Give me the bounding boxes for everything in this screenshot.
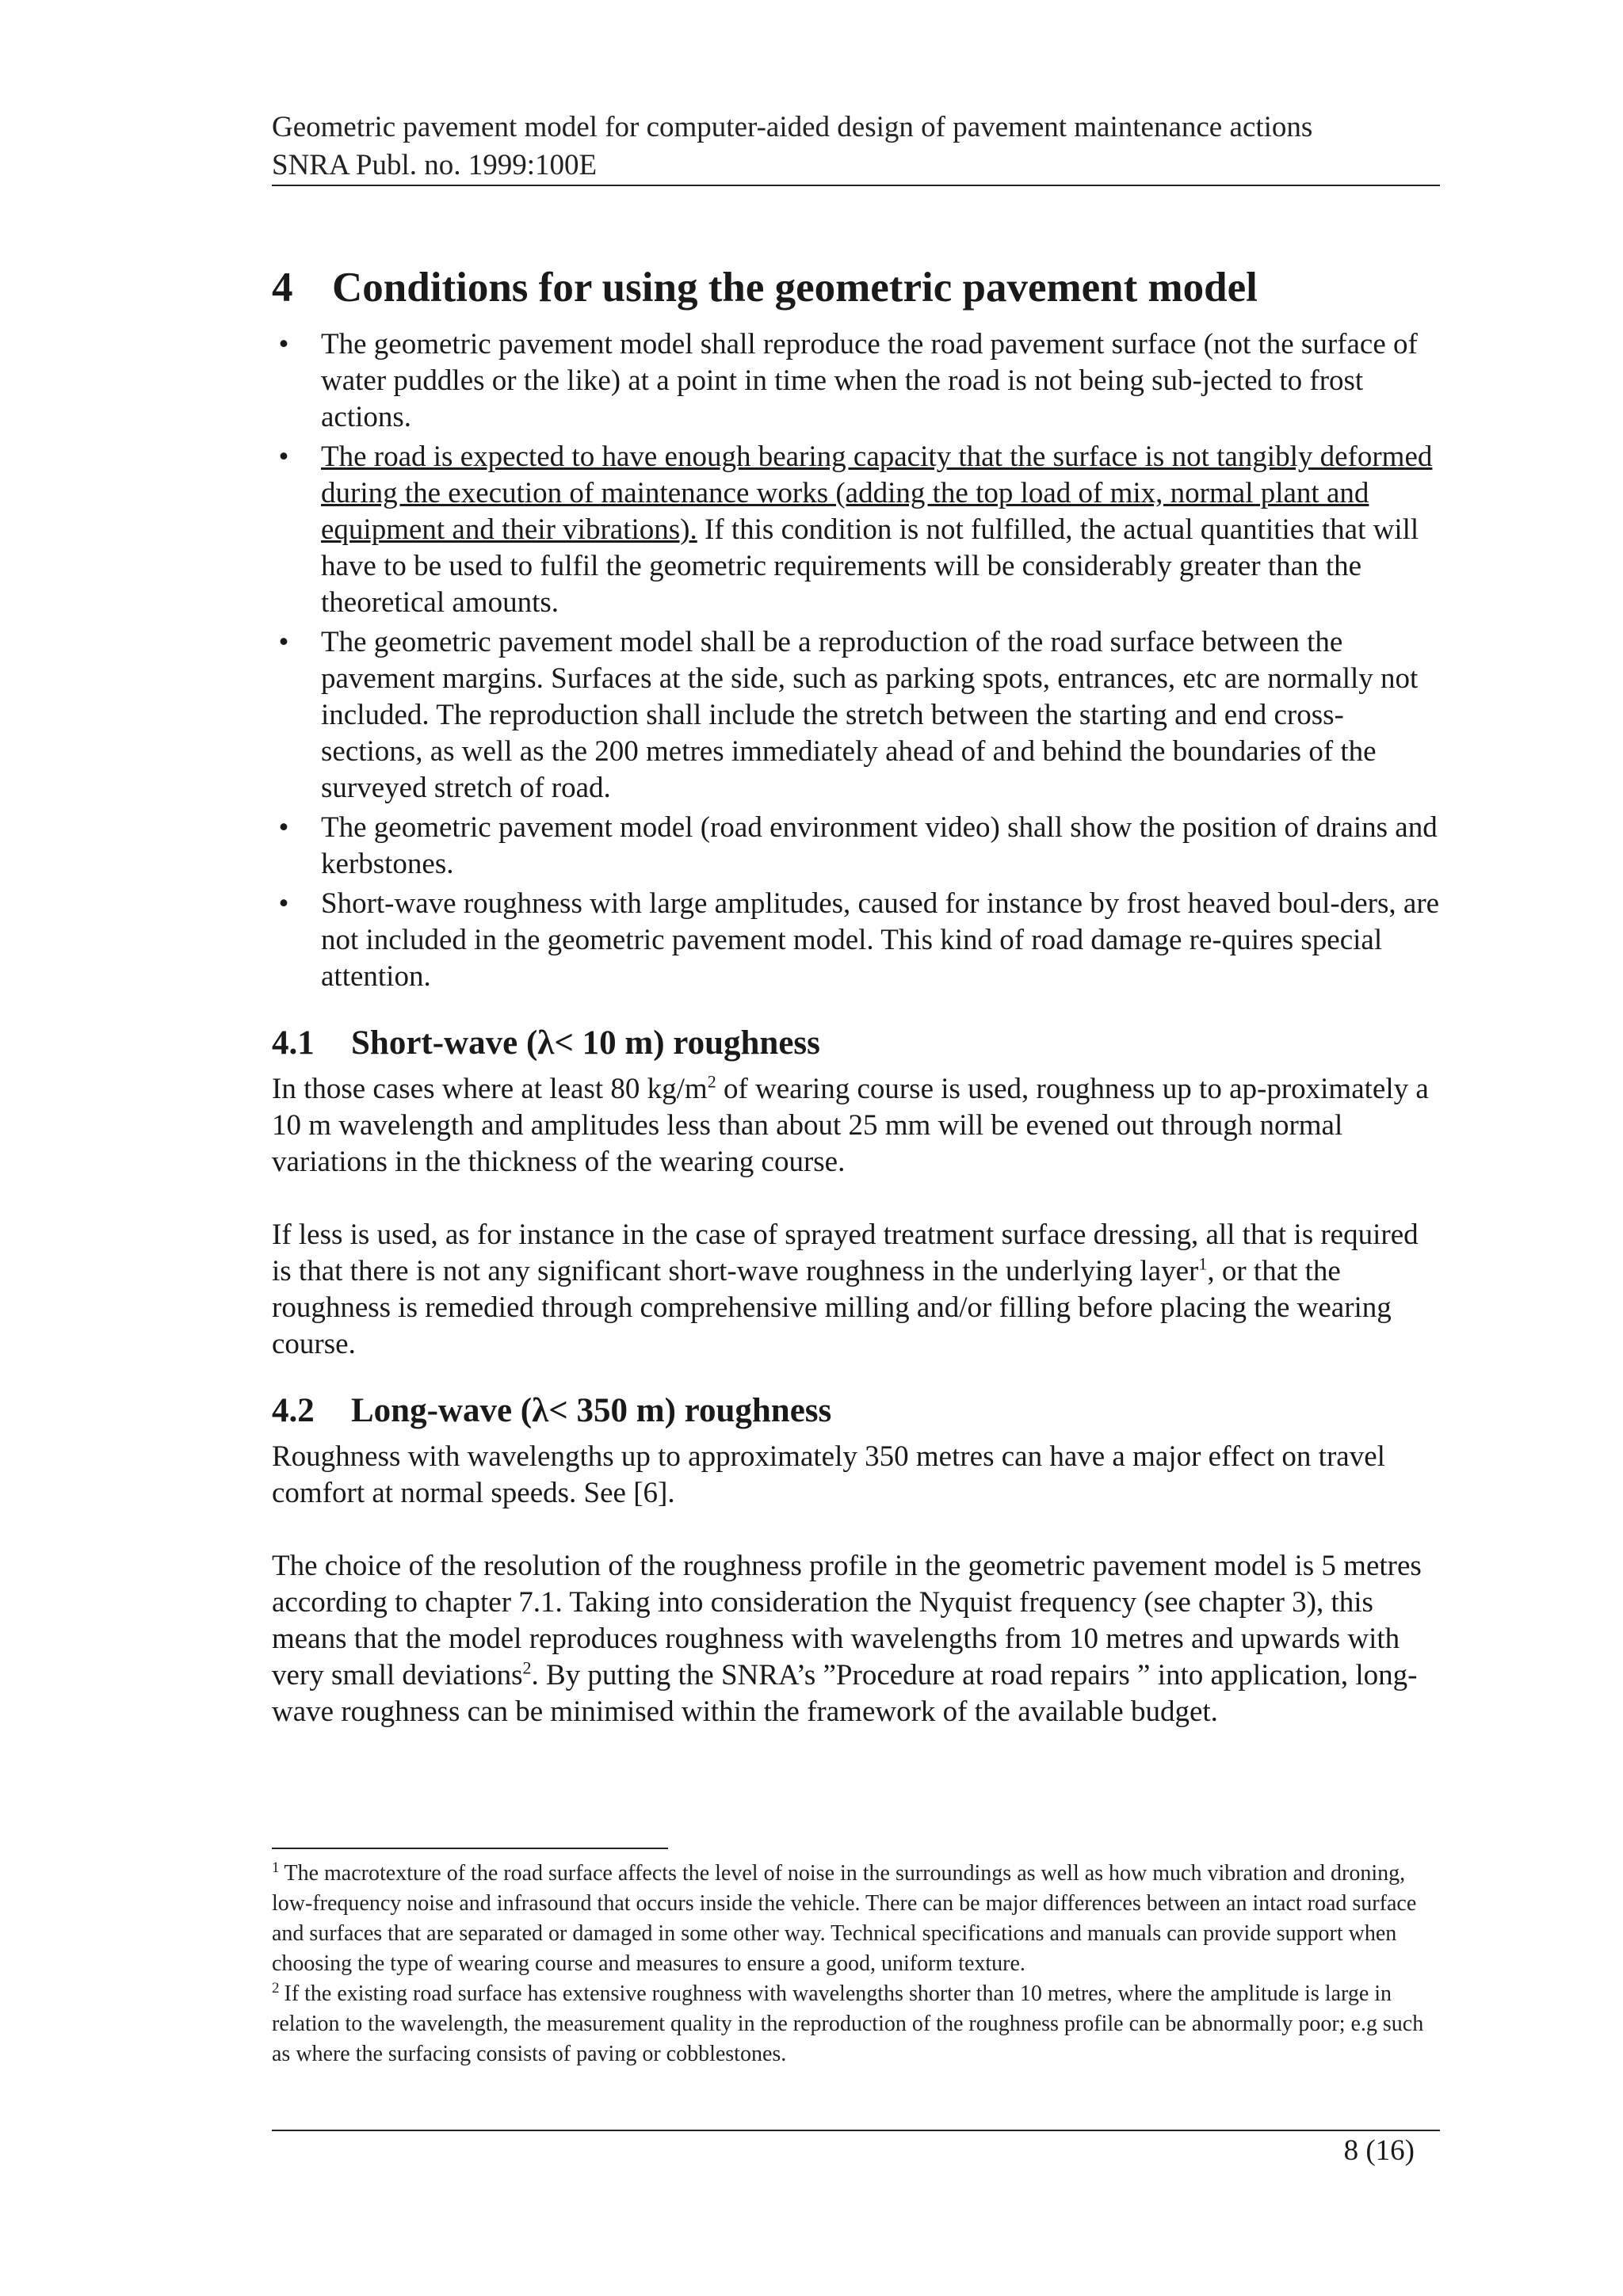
footer-rule	[272, 2130, 1440, 2131]
footnote-separator	[272, 1848, 668, 1849]
page-number: 8 (16)	[1343, 2134, 1415, 2167]
text-run: , or that the roughness is remedied through comprehensive milling and/or filling before placing the wearing course.	[272, 1255, 1392, 1360]
text-run: In those cases where at least 80 kg/m	[272, 1073, 708, 1105]
footnote	[272, 1859, 1440, 1979]
bullet-icon: •	[278, 626, 289, 658]
paragraph	[272, 1217, 1440, 1363]
running-header	[272, 109, 1440, 185]
conditions-list	[272, 326, 1440, 995]
section-title: Long-wave (λ< 350 m) roughness	[351, 1392, 832, 1429]
text-run: If less is used, as for instance in the case of sprayed treatment surface dressing, all that is required is that there is not any significant short-wave roughness in the underlying layer	[272, 1219, 1419, 1287]
bullet-icon: •	[278, 328, 289, 360]
list-item	[272, 886, 1440, 995]
footnote-text: The macrotexture of the road surface affects the level of noise in the surroundings as well as how much vibration and droning, low-frequency noise and infrasound that occurs inside the vehicle. There can be major differences between an intact road surface and surfaces that are separated or damaged in some other way. Technical specifications and manuals can provide support when choosing the type of wearing course and measures to ensure a good, uniform texture.	[272, 1861, 1417, 1976]
header-rule	[272, 185, 1440, 186]
section-title: Short-wave (λ< 10 m) roughness	[351, 1024, 820, 1062]
list-item-text: The geometric pavement model shall reproduce the road pavement surface (not the surface of water puddles or the like) at a point in time when the road is not being sub-jected to frost actions.	[321, 328, 1418, 433]
superscript: 2	[707, 1071, 716, 1092]
text-run: of wearing course is used, roughness up to ap-proximately a 10 m wavelength and amplitudes less than about 25 mm will be evened out through normal variations in the thickness of the wearing course.	[272, 1073, 1429, 1178]
bullet-icon: •	[278, 811, 289, 844]
paragraph: Roughness with wavelengths up to approximately 350 metres can have a major effect on travel comfort at normal speeds. See [6].	[272, 1440, 1385, 1509]
list-item-text: The geometric pavement model (road environment video) shall show the position of drains and kerbstones.	[321, 811, 1438, 880]
section-number: 4.2	[272, 1392, 315, 1429]
footnote	[272, 1979, 1440, 2069]
list-item	[272, 624, 1440, 807]
footnote-reference: 2	[522, 1657, 532, 1678]
list-item	[272, 439, 1440, 621]
main-content	[272, 260, 1440, 1730]
list-item-text: Short-wave roughness with large amplitudes, caused for instance by frost heaved boul-ders, are not included in the geometric pavement model. This kind of road damage re-quires special attention.	[321, 887, 1440, 993]
section-title: Conditions for using the geometric pavement model	[332, 265, 1258, 311]
paragraph	[272, 1071, 1440, 1180]
section-number: 4.1	[272, 1024, 315, 1062]
bullet-icon: •	[278, 441, 289, 473]
footnote-mark: 2	[272, 1979, 280, 1997]
list-item-underlined-text: The road is expected to have enough bearing capacity that the surface is not tangibly deformed during the execution of maintenance works (adding the top load of mix, normal plant and equipment and their vibrations).	[321, 441, 1433, 546]
paragraph	[272, 1548, 1440, 1730]
list-item-text: If this condition is not fulfilled, the actual quantities that will have to be used to fulfil the geometric requirements will be considerably greater than the theoretical amounts.	[321, 513, 1419, 619]
list-item	[272, 326, 1440, 436]
text-run: . By putting the SNRA’s ”Procedure at road repairs ” into application, long-wave roughness can be minimised within the framework of the available budget.	[272, 1659, 1418, 1728]
header-title: Geometric pavement model for computer-aided design of pavement maintenance actions	[272, 111, 1313, 143]
section-number: 4	[272, 265, 293, 311]
section-4-1-heading	[272, 1020, 1440, 1066]
list-item-text: The geometric pavement model shall be a reproduction of the road surface between the pavement margins. Surfaces at the side, such as parking spots, entrances, etc are normally not included. The reproduction shall include the stretch between the starting and end cross-sections, as well as the 200 metres immediately ahead of and behind the boundaries of the surveyed stretch of road.	[321, 626, 1419, 804]
footnote-reference: 1	[1198, 1253, 1208, 1274]
footnote-text: If the existing road surface has extensive roughness with wavelengths shorter than 10 metres, where the amplitude is large in relation to the wavelength, the measurement quality in the reproduction of the roughness profile can be abnormally poor; e.g such as where the surfacing consists of paving or cobblestones.	[272, 1981, 1424, 2066]
section-4-heading	[272, 260, 1440, 315]
footnote-mark: 1	[272, 1859, 280, 1876]
header-publication: SNRA Publ. no. 1999:100E	[272, 149, 598, 181]
list-item	[272, 810, 1440, 883]
footnotes	[272, 1859, 1440, 2069]
section-4-2-heading	[272, 1388, 1440, 1434]
bullet-icon: •	[278, 887, 289, 920]
text-run: The choice of the resolution of the roughness profile in the geometric pavement model is 5 metres according to chapter 7.1. Taking into consideration the Nyquist frequency (see chapter 3), this means that the model reproduces roughness with wavelengths from 10 metres and upwards with very small deviations	[272, 1550, 1422, 1691]
